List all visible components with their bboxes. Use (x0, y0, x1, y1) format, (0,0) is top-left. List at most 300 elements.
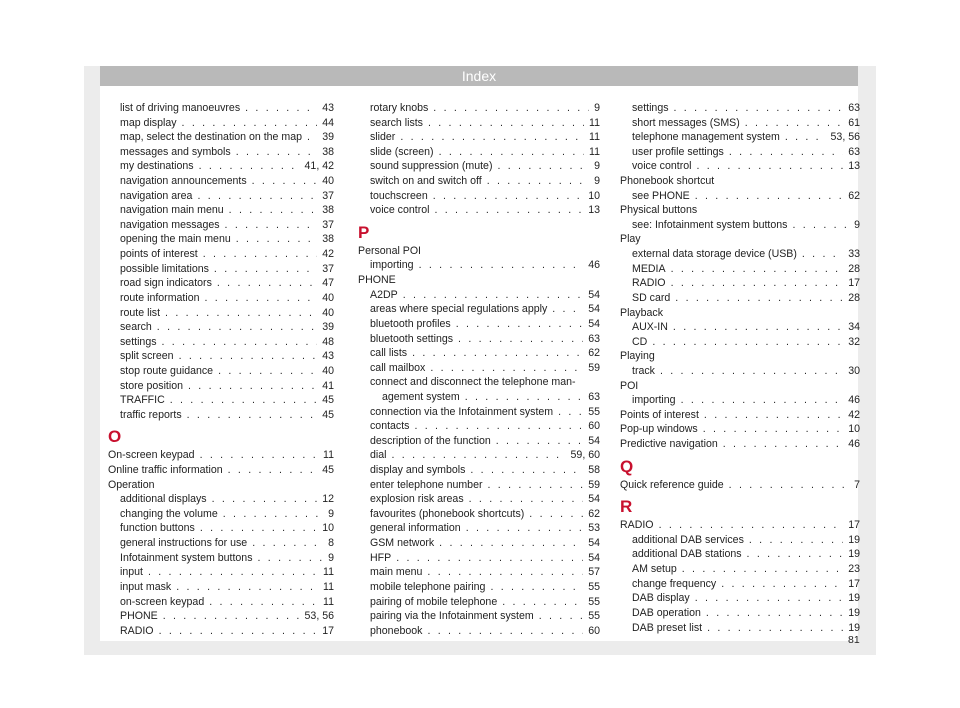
leader-dots (529, 507, 583, 522)
entry-page-ref: 55 (588, 580, 600, 593)
leader-dots (199, 159, 300, 174)
index-subentry (108, 580, 334, 595)
leader-dots (466, 521, 584, 536)
index-subentry (358, 203, 600, 218)
leader-dots (458, 332, 583, 347)
index-subentry (620, 577, 860, 592)
entry-page-ref: 11 (323, 595, 334, 608)
leader-dots (749, 533, 843, 548)
index-subentry (358, 478, 600, 493)
entry-term: see PHONE (632, 189, 690, 202)
page-header: Index (100, 66, 858, 86)
leader-dots (157, 320, 317, 335)
leader-dots (660, 364, 843, 379)
index-subentry (108, 393, 334, 408)
index-subentry (620, 364, 860, 379)
entry-term: AUX-IN (632, 321, 668, 334)
entry-term: RADIO (120, 624, 154, 637)
leader-dots (205, 291, 318, 306)
leader-dots (490, 580, 583, 595)
entry-term: CD (632, 335, 648, 348)
entry-page-ref: 53, 56 (304, 610, 334, 623)
entry-page-ref: 46 (848, 394, 860, 407)
entry-page-ref: 53 (588, 522, 600, 535)
index-subentry (358, 258, 600, 273)
entry-term: RADIO (632, 277, 666, 290)
index-entry (620, 203, 860, 218)
leader-dots (456, 317, 584, 332)
entry-term: DAB operation (632, 606, 701, 619)
entry-page-ref: 55 (588, 610, 600, 623)
index-subentry (108, 116, 334, 131)
entry-term: importing (632, 394, 676, 407)
entry-term: traffic reports (120, 408, 182, 421)
entry-term: store position (120, 379, 184, 392)
entry-page-ref: 17 (848, 519, 860, 532)
index-subentry (358, 101, 600, 116)
entry-page-ref: 44 (322, 116, 334, 129)
index-subentry (358, 419, 600, 434)
entry-page-ref: 57 (588, 566, 600, 579)
entry-page-ref: 11 (589, 145, 600, 158)
leader-dots (188, 379, 317, 394)
entry-term: Phonebook shortcut (620, 175, 715, 188)
entry-page-ref: 63 (588, 390, 600, 403)
leader-dots (675, 291, 843, 306)
entry-term: connection via the Infotainment system (370, 405, 554, 418)
index-subentry (108, 291, 334, 306)
entry-term: function buttons (120, 522, 195, 535)
entry-term: Infotainment system buttons (120, 551, 253, 564)
entry-page-ref: 19 (848, 548, 860, 561)
index-column-3 (620, 101, 860, 635)
leader-dots (236, 145, 318, 160)
leader-dots (197, 189, 317, 204)
leader-dots (704, 408, 843, 423)
entry-term: input (120, 566, 143, 579)
index-subentry (108, 218, 334, 233)
leader-dots (170, 393, 317, 408)
entry-term: map, select the destination on the map (120, 131, 302, 144)
entry-term: user profile settings (632, 145, 724, 158)
entry-page-ref: 46 (588, 259, 600, 272)
entry-term: Pop-up windows (620, 423, 698, 436)
entry-term: Operation (108, 478, 155, 491)
index-subentry (108, 159, 334, 174)
entry-term: search lists (370, 116, 423, 129)
index-subentry (620, 562, 860, 577)
leader-dots (159, 624, 318, 639)
leader-dots (681, 393, 844, 408)
index-subentry (620, 145, 860, 160)
entry-page-ref: 45 (322, 394, 334, 407)
leader-dots (721, 577, 843, 592)
index-subentry (108, 595, 334, 610)
index-subentry (358, 595, 600, 610)
entry-page-ref: 58 (588, 464, 600, 477)
entry-page-ref: 37 (322, 262, 334, 275)
index-column-1 (108, 101, 334, 638)
index-entry (108, 448, 334, 463)
entry-term: opening the main menu (120, 233, 231, 246)
entry-term: stop route guidance (120, 364, 214, 377)
index-subentry (108, 536, 334, 551)
entry-page-ref: 10 (322, 522, 334, 535)
entry-page-ref: 62 (848, 189, 860, 202)
leader-dots (307, 130, 317, 145)
entry-term: description of the function (370, 434, 491, 447)
entry-term: settings (120, 335, 157, 348)
entry-term: POI (620, 379, 639, 392)
index-subentry (108, 262, 334, 277)
entry-page-ref: 10 (588, 189, 600, 202)
entry-term: my destinations (120, 160, 194, 173)
entry-page-ref: 55 (588, 405, 600, 418)
entry-term: external data storage device (USB) (632, 248, 797, 261)
leader-dots (433, 101, 589, 116)
index-subentry (620, 393, 860, 408)
entry-page-ref: 41 (322, 379, 334, 392)
leader-dots (652, 335, 843, 350)
leader-dots (223, 507, 323, 522)
index-subentry (358, 565, 600, 580)
entry-term: search (120, 321, 152, 334)
entry-page-ref: 17 (848, 577, 860, 590)
entry-term: favourites (phonebook shortcuts) (370, 507, 525, 520)
entry-term: changing the volume (120, 507, 218, 520)
index-subentry (108, 624, 334, 639)
index-subentry (108, 349, 334, 364)
leader-dots (439, 536, 583, 551)
entry-page-ref: 9 (594, 175, 600, 188)
index-subentry (620, 547, 860, 562)
index-subentry (620, 189, 860, 204)
entry-page-ref: 45 (322, 464, 334, 477)
leader-dots (203, 247, 317, 262)
entry-term: Physical buttons (620, 204, 698, 217)
entry-term: PHONE (358, 274, 396, 287)
entry-page-ref: 42 (848, 408, 860, 421)
entry-term: DAB display (632, 592, 690, 605)
index-subentry (358, 624, 600, 639)
leader-dots (497, 159, 589, 174)
leader-dots (412, 346, 583, 361)
entry-term: touchscreen (370, 189, 428, 202)
entry-term: general instructions for use (120, 537, 248, 550)
entry-page-ref: 54 (588, 537, 600, 550)
leader-dots (229, 203, 318, 218)
leader-dots (217, 276, 317, 291)
index-subentry (108, 306, 334, 321)
entry-term: split screen (120, 350, 174, 363)
leader-dots (427, 624, 583, 639)
entry-term: importing (370, 259, 414, 272)
entry-page-ref: 39 (322, 131, 334, 144)
leader-dots (414, 419, 583, 434)
leader-dots (671, 276, 844, 291)
entry-page-ref: 54 (588, 303, 600, 316)
entry-page-ref: 48 (322, 335, 334, 348)
entry-term: messages and symbols (120, 145, 231, 158)
entry-term: sound suppression (mute) (370, 160, 493, 173)
index-entry (108, 478, 334, 493)
leader-dots (792, 218, 849, 233)
index-subentry (358, 521, 600, 536)
entry-page-ref: 59 (588, 478, 600, 491)
index-subentry (108, 565, 334, 580)
entry-page-ref: 40 (322, 291, 334, 304)
index-entry (620, 232, 860, 247)
index-subentry (358, 580, 600, 595)
entry-term: areas where special regulations apply (370, 303, 548, 316)
index-subentry (108, 130, 334, 145)
entry-term: voice control (370, 204, 430, 217)
index-subentry (358, 536, 600, 551)
entry-page-ref: 13 (848, 160, 860, 173)
entry-page-ref: 54 (588, 434, 600, 447)
leader-dots (179, 349, 318, 364)
entry-term: navigation messages (120, 218, 220, 231)
entry-term: short messages (SMS) (632, 116, 740, 129)
entry-page-ref: 62 (588, 347, 600, 360)
leader-dots (182, 116, 318, 131)
entry-term: PHONE (120, 610, 158, 623)
entry-page-ref: 28 (848, 262, 860, 275)
entry-term: bluetooth profiles (370, 317, 451, 330)
entry-page-ref: 38 (322, 145, 334, 158)
leader-dots (802, 247, 843, 262)
index-subentry (108, 551, 334, 566)
index-entry (358, 244, 600, 259)
leader-dots (396, 551, 583, 566)
entry-page-ref: 63 (848, 102, 860, 114)
entry-term: telephone management system (632, 131, 780, 144)
index-subentry (358, 551, 600, 566)
leader-dots (200, 521, 317, 536)
index-subentry (358, 288, 600, 303)
entry-term: slider (370, 131, 396, 144)
index-section-letter: P (358, 222, 370, 242)
entry-page-ref: 19 (848, 621, 860, 634)
index-subentry (358, 434, 600, 449)
index-section-letter: Q (620, 456, 634, 476)
entry-term: input mask (120, 580, 172, 593)
leader-dots (403, 288, 584, 303)
entry-term: points of interest (120, 248, 198, 261)
leader-dots (258, 551, 324, 566)
entry-page-ref: 9 (594, 160, 600, 173)
entry-term: navigation area (120, 189, 193, 202)
entry-page-ref: 43 (322, 350, 334, 363)
entry-term: slide (screen) (370, 145, 434, 158)
leader-dots (245, 101, 317, 116)
entry-page-ref: 9 (594, 102, 600, 114)
index-subentry (108, 379, 334, 394)
leader-dots (419, 258, 584, 273)
entry-page-ref: 12 (322, 493, 334, 506)
leader-dots (729, 478, 849, 493)
entry-page-ref: 37 (322, 218, 334, 231)
index-subentry (358, 174, 600, 189)
entry-term: Playback (620, 306, 663, 319)
index-subentry (108, 335, 334, 350)
entry-page-ref: 63 (848, 145, 860, 158)
index-subentry (358, 492, 600, 507)
entry-page-ref: 63 (588, 332, 600, 345)
entry-page-ref: 54 (588, 551, 600, 564)
entry-page-ref: 55 (588, 595, 600, 608)
entry-term: pairing of mobile telephone (370, 595, 498, 608)
entry-page-ref: 34 (848, 321, 860, 334)
index-subentry (108, 521, 334, 536)
entry-term: enter telephone number (370, 478, 483, 491)
entry-page-ref: 54 (588, 288, 600, 301)
index-subentry (358, 361, 600, 376)
entry-term: list of driving manoeuvres (120, 102, 241, 114)
index-entry (620, 422, 860, 437)
index-entry (620, 478, 860, 493)
entry-page-ref: 19 (848, 592, 860, 605)
entry-page-ref: 11 (589, 131, 600, 144)
index-subentry (620, 159, 860, 174)
index-subentry (620, 262, 860, 277)
entry-page-ref: 42 (322, 248, 334, 261)
entry-page-ref: 38 (322, 233, 334, 246)
leader-dots (392, 448, 566, 463)
leader-dots (430, 361, 583, 376)
index-subentry (108, 203, 334, 218)
entry-term: navigation main menu (120, 204, 224, 217)
leader-dots (696, 159, 843, 174)
page-number: 81 (848, 634, 860, 646)
leader-dots (659, 518, 844, 533)
index-subentry (108, 145, 334, 160)
leader-dots (671, 262, 844, 277)
entry-term: phonebook (370, 624, 423, 637)
leader-dots (703, 422, 843, 437)
entry-term: call lists (370, 347, 408, 360)
entry-term: main menu (370, 566, 423, 579)
index-subentry (358, 145, 600, 160)
entry-page-ref: 37 (322, 189, 334, 202)
index-subentry (108, 247, 334, 262)
entry-page-ref: 59, 60 (570, 449, 600, 462)
index-subentry (108, 492, 334, 507)
entry-page-ref: 11 (323, 566, 334, 579)
entry-term: contacts (370, 420, 410, 433)
leader-dots (428, 116, 584, 131)
entry-page-ref: 32 (848, 335, 860, 348)
leader-dots (695, 189, 844, 204)
index-subentry (358, 375, 600, 390)
leader-dots (162, 335, 318, 350)
index-subentry (108, 507, 334, 522)
entry-page-ref: 10 (848, 423, 860, 436)
leader-dots (225, 218, 318, 233)
entry-page-ref: 60 (588, 624, 600, 637)
leader-dots (165, 306, 317, 321)
leader-dots (187, 408, 318, 423)
leader-dots (695, 591, 844, 606)
leader-dots (148, 565, 318, 580)
entry-page-ref: 13 (588, 204, 600, 217)
entry-term: pairing via the Infotainment system (370, 610, 534, 623)
index-subentry (358, 609, 600, 624)
entry-term: display and symbols (370, 464, 466, 477)
index-subentry (358, 189, 600, 204)
entry-page-ref: 11 (323, 580, 334, 593)
entry-page-ref: 19 (848, 533, 860, 546)
leader-dots (427, 565, 583, 580)
entry-term: GSM network (370, 537, 435, 550)
index-subentry (620, 291, 860, 306)
leader-dots (469, 492, 584, 507)
leader-dots (176, 580, 318, 595)
entry-term: route information (120, 291, 200, 304)
index-subentry (620, 591, 860, 606)
entry-term: TRAFFIC (120, 394, 165, 407)
leader-dots (673, 320, 843, 335)
entry-term: A2DP (370, 288, 398, 301)
entry-term: RADIO (620, 519, 654, 532)
index-subentry (358, 159, 600, 174)
leader-dots (200, 448, 318, 463)
index-subentry (358, 130, 600, 145)
index-subentry (358, 317, 600, 332)
index-subentry (620, 218, 860, 233)
leader-dots (487, 174, 589, 189)
leader-dots (745, 116, 843, 131)
entry-term: additional DAB services (632, 533, 744, 546)
index-subentry (108, 364, 334, 379)
leader-dots (434, 203, 583, 218)
entry-term: Quick reference guide (620, 478, 724, 491)
entry-term: see: Infotainment system buttons (632, 218, 788, 231)
entry-term: connect and disconnect the telephone man- (370, 376, 576, 389)
index-subentry (620, 247, 860, 262)
entry-term: SD card (632, 291, 671, 304)
entry-page-ref: 54 (588, 317, 600, 330)
entry-term: dial (370, 449, 387, 462)
entry-term: general information (370, 522, 461, 535)
index-subentry (620, 606, 860, 621)
entry-term: HFP (370, 551, 392, 564)
index-subentry (108, 232, 334, 247)
entry-term: switch on and switch off (370, 175, 482, 188)
index-entry (358, 273, 600, 288)
leader-dots (209, 595, 318, 610)
index-entry (620, 408, 860, 423)
index-subentry (358, 116, 600, 131)
index-subentry (358, 463, 600, 478)
entry-page-ref: 40 (322, 306, 334, 319)
index-subentry (108, 174, 334, 189)
entry-page-ref: 60 (588, 420, 600, 433)
entry-page-ref: 7 (854, 478, 860, 491)
entry-page-ref: 33 (848, 248, 860, 261)
entry-term: Play (620, 233, 641, 246)
entry-term: MEDIA (632, 262, 666, 275)
entry-term: Points of interest (620, 408, 699, 421)
leader-dots (488, 478, 584, 493)
entry-term: mobile telephone pairing (370, 580, 486, 593)
entry-term: On-screen keypad (108, 449, 195, 462)
index-subentry (358, 346, 600, 361)
index-subentry (620, 116, 860, 131)
leader-dots (785, 130, 826, 145)
entry-term: possible limitations (120, 262, 209, 275)
index-subentry (620, 320, 860, 335)
